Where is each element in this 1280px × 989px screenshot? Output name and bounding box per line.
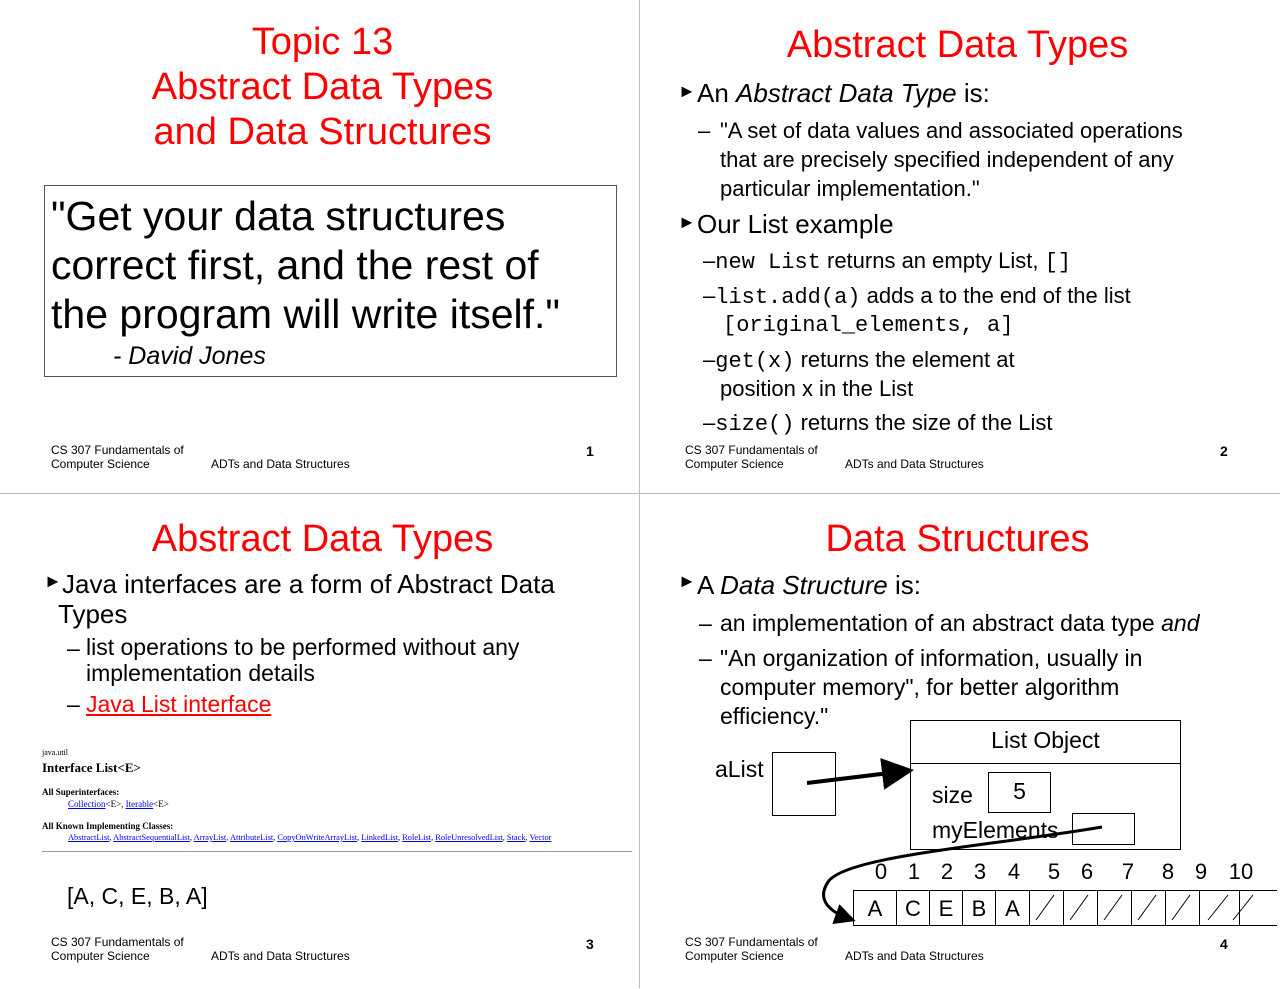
javadoc-implementing-classes: AbstractList, AbstractSequentialList, ArrayList, AttributeList, CopyOnWriteArrayList, LinkedList, RoleList, RoleUnresolvedList, Stack, Vector <box>68 833 552 842</box>
title-line: and Data Structures <box>153 111 492 153</box>
bullet-list-example: Our List example <box>697 209 894 239</box>
javadoc-link[interactable]: Collection <box>68 799 106 809</box>
array-index: 8 <box>1161 859 1175 884</box>
list-example: [A, C, E, B, A] <box>67 883 208 909</box>
slide-2-title: Abstract Data Types <box>786 24 1129 66</box>
sub-list-operations: list operations to be performed without any implementation details <box>86 634 520 686</box>
title-line: Topic 13 <box>251 21 394 63</box>
null-slash <box>1138 895 1156 920</box>
javadoc-link[interactable]: AbstractSequentialList <box>113 833 190 842</box>
slide-4 <box>640 494 1280 988</box>
slide-1 <box>0 0 640 494</box>
dash-marker: – <box>699 645 712 671</box>
slide-3-title: Abstract Data Types <box>151 518 494 560</box>
size-label: size <box>932 782 973 808</box>
array-cell: A <box>996 891 1030 926</box>
footer-course: CS 307 Fundamentals of Computer Science <box>51 935 184 963</box>
array-index: 9 <box>1194 859 1208 884</box>
javadoc-package: java.util <box>42 748 68 757</box>
size-value: 5 <box>988 772 1051 813</box>
javadoc-superinterfaces: Collection<E>, Iterable<E> <box>68 799 169 809</box>
elements-label: myElements <box>932 817 1059 843</box>
quote-line: correct first, and the rest of <box>51 242 539 288</box>
quote-line: the program will write itself." <box>51 291 560 337</box>
javadoc-link[interactable]: Vector <box>529 833 552 842</box>
bullet-icon: ► <box>678 571 696 591</box>
dash-marker: – <box>698 118 711 143</box>
alist-pointer-arrow <box>807 771 906 783</box>
javadoc-divider <box>42 851 632 852</box>
array-cell: E <box>930 891 963 926</box>
array-index: 5 <box>1047 859 1061 884</box>
dash-marker: – <box>699 610 712 636</box>
javadoc-link[interactable]: CopyOnWriteArrayList <box>277 833 358 842</box>
array-cell: A <box>854 891 897 926</box>
bullet-adt-definition: An Abstract Data Type is: <box>697 78 990 108</box>
page-number: 4 <box>1220 936 1228 952</box>
array-index: 3 <box>973 859 987 884</box>
bullet-ds-definition: A Data Structure is: <box>697 570 922 600</box>
dash-marker: – <box>67 635 80 661</box>
slide-1-title <box>0 20 640 155</box>
javadoc-super-label: All Superinterfaces: <box>42 787 120 797</box>
quote-line: "Get your data structures <box>51 193 506 239</box>
footer-course: CS 307 Fundamentals of Computer Science <box>685 935 818 963</box>
javadoc-excerpt <box>42 748 632 852</box>
javadoc-impl-label: All Known Implementing Classes: <box>42 821 174 831</box>
footer-topic: ADTs and Data Structures <box>845 457 984 471</box>
op-add: –list.add(a) adds a to the end of the list <box>703 283 1131 310</box>
page-number: 2 <box>1220 443 1228 459</box>
sub-implementation: an implementation of an abstract data type and <box>720 610 1200 636</box>
bullet-icon: ► <box>44 571 62 591</box>
null-slash <box>1104 895 1122 920</box>
javadoc-link[interactable]: ArrayList <box>193 833 227 842</box>
javadoc-title: Interface List<E> <box>42 760 141 775</box>
page-number: 1 <box>586 443 594 459</box>
quote-author: - David Jones <box>113 342 266 370</box>
op-get: –get(x) returns the element at <box>703 347 1015 374</box>
array-index: 4 <box>1007 859 1021 884</box>
null-slash <box>1208 895 1228 920</box>
footer-topic: ADTs and Data Structures <box>211 949 350 963</box>
sub-organization: "An organization of information, usually in computer memory", for better algorithm efficiency." <box>720 645 1143 729</box>
array-index: 2 <box>940 859 954 884</box>
array-index: 6 <box>1080 859 1094 884</box>
null-slash <box>1070 895 1088 920</box>
javadoc-link[interactable]: LinkedList <box>361 833 399 842</box>
bullet-icon: ► <box>678 81 696 101</box>
diagram-arrows <box>640 494 1280 988</box>
null-slash <box>1036 895 1054 920</box>
footer-course: CS 307 Fundamentals of Computer Science <box>685 443 818 471</box>
null-slash <box>1172 895 1190 920</box>
quote-box <box>44 185 617 377</box>
list-object-header: List Object <box>911 721 1180 764</box>
array-index: 0 <box>874 859 888 884</box>
javadoc-link[interactable]: AbstractList <box>68 833 110 842</box>
array-cell: C <box>897 891 930 926</box>
op-add-result: [original_elements, a] <box>723 313 1014 338</box>
array-index: 1 <box>907 859 921 884</box>
elements-pointer-arrow <box>824 827 1102 919</box>
quote-text <box>51 192 560 339</box>
page-number: 3 <box>586 936 594 952</box>
bullet-icon: ► <box>678 212 696 232</box>
array-index: 7 <box>1121 859 1135 884</box>
adt-quote: "A set of data values and associated operations that are precisely specified independent of any particular implementation." <box>720 118 1183 201</box>
javadoc-link[interactable]: Stack <box>506 833 526 842</box>
bullet-java-interfaces: Java interfaces are a form of Abstract Data Types <box>58 569 555 629</box>
java-list-interface-link[interactable]: Java List interface <box>86 691 272 717</box>
footer-course: CS 307 Fundamentals of Computer Science <box>51 443 184 471</box>
null-slash <box>1233 895 1253 920</box>
slide-4-title: Data Structures <box>825 518 1090 560</box>
op-new-list: –new List returns an empty List, [] <box>703 248 1072 275</box>
dash-marker: – <box>67 691 80 717</box>
footer-topic: ADTs and Data Structures <box>211 457 350 471</box>
null-slashes <box>1036 895 1253 920</box>
javadoc-link[interactable]: RoleList <box>402 833 432 842</box>
array-index: 10 <box>1228 859 1254 884</box>
op-get-cont: position x in the List <box>720 376 914 401</box>
alist-label: aList <box>715 756 764 782</box>
javadoc-link[interactable]: Iterable <box>125 799 154 809</box>
javadoc-link[interactable]: AttributeList <box>229 833 274 842</box>
slide-3 <box>0 494 640 988</box>
javadoc-link[interactable]: RoleUnresolvedList <box>435 833 503 842</box>
footer-topic: ADTs and Data Structures <box>845 949 984 963</box>
array-cell: B <box>963 891 996 926</box>
op-size: –size() returns the size of the List <box>703 410 1053 437</box>
title-line: Abstract Data Types <box>151 66 494 108</box>
slide-2 <box>640 0 1280 494</box>
